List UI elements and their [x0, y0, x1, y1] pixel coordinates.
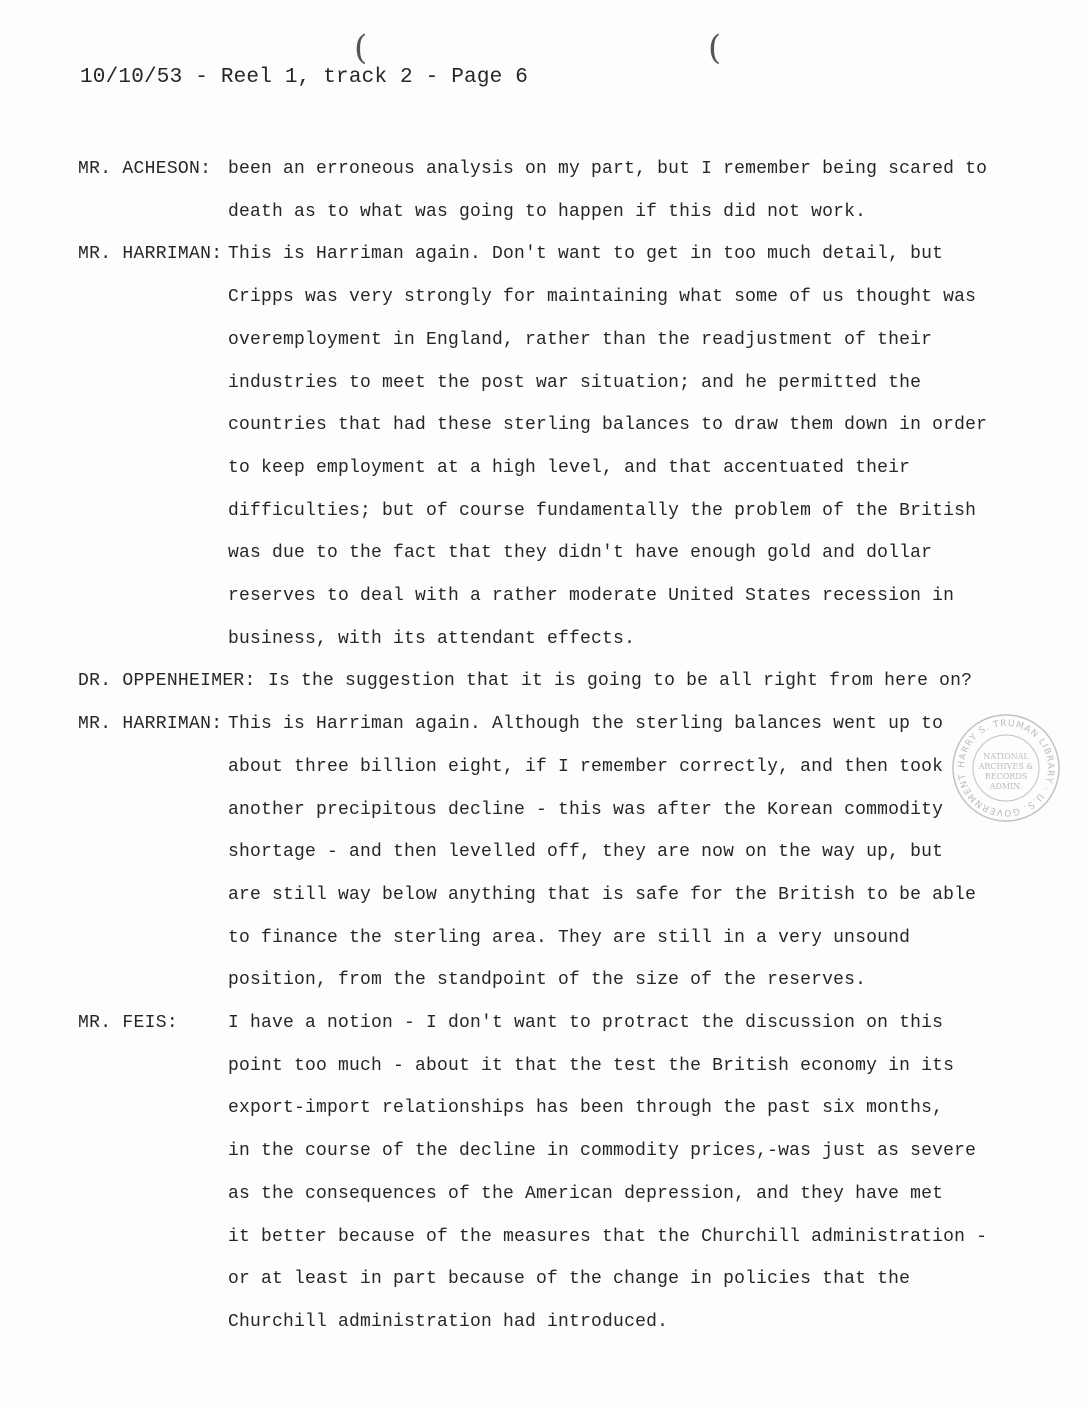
speech-text: [228, 148, 987, 233]
speech-line: I have a notion - I don't want to protract the discussion on this: [228, 1013, 944, 1034]
stamp-center-line: NATIONAL: [983, 752, 1029, 761]
speech-line: been an erroneous analysis on my part, but I remember being scared to: [228, 159, 988, 179]
speech-line: as the consequences of the American depression, and they have met: [228, 1183, 944, 1204]
stray-mark: (: [354, 28, 368, 68]
stray-mark: (: [708, 28, 722, 68]
stamp-center-line: RECORDS: [984, 772, 1028, 781]
speech-line: was due to the fact that they didn't have enough gold and dollar: [228, 543, 933, 564]
speech-line: death as to what was going to happen if this did not work.: [228, 201, 867, 222]
speaker-name: MR. ACHESON:: [78, 159, 212, 179]
speech-line: or at least in part because of the change in policies that the: [228, 1269, 911, 1290]
speech-line: difficulties; but of course fundamentally the problem of the British: [228, 500, 977, 521]
transcript-body: [78, 148, 988, 1344]
speech-line: another precipitous decline - this was after the Korean commodity: [228, 799, 944, 820]
speaker-name: DR. OPPENHEIMER:: [78, 671, 256, 692]
speech-line: Is the suggestion that it is going to be all right from here on?: [268, 671, 973, 692]
transcript-entry: [78, 1002, 988, 1344]
speech-text: [268, 660, 978, 703]
speech-line: it better because of the measures that the Churchill administration -: [228, 1226, 988, 1247]
speech-line: Cripps was very strongly for maintaining what some of us thought was: [228, 287, 977, 308]
transcript-entry: [78, 660, 978, 703]
speech-line: This is Harriman again. Don't want to get in too much detail, but: [228, 244, 944, 265]
archive-stamp-icon: [950, 712, 1062, 824]
speech-line: to finance the sterling area. They are still in a very unsound: [228, 927, 911, 948]
transcript-entry: [78, 233, 988, 660]
speaker-name: MR. FEIS:: [78, 1013, 178, 1034]
speech-line: overemployment in England, rather than the readjustment of their: [228, 329, 933, 350]
speech-line: reserves to deal with a rather moderate United States recession in: [228, 586, 955, 607]
speaker-name: MR. HARRIMAN:: [78, 244, 223, 265]
stamp-ring-text: HARRY S. TRUMAN LIBRARY · U.S. GOVERNMENT: [956, 718, 1056, 818]
speech-line: business, with its attendant effects.: [228, 628, 636, 649]
speech-line: export-import relationships has been through the past six months,: [228, 1098, 944, 1119]
speech-line: Churchill administration had introduced.: [228, 1311, 669, 1332]
transcript-entry: [78, 148, 988, 233]
speech-text: [228, 233, 987, 660]
speech-line: countries that had these sterling balances to draw them down in order: [228, 415, 988, 436]
speech-line: position, from the standpoint of the size of the reserves.: [228, 970, 867, 991]
speech-line: shortage - and then levelled off, they are now on the way up, but: [228, 842, 944, 863]
speech-line: point too much - about it that the test the British economy in its: [228, 1055, 955, 1076]
speech-line: about three billion eight, if I remember correctly, and then took: [228, 756, 944, 777]
speech-text: [228, 703, 978, 1002]
speech-line: industries to meet the post war situation; and he permitted the: [228, 372, 922, 393]
stamp-center-line: ARCHIVES &: [978, 762, 1034, 771]
speech-line: are still way below anything that is safe for the British to be able: [228, 884, 977, 905]
speech-line: in the course of the decline in commodity prices,-was just as severe: [228, 1141, 977, 1162]
speech-text: [228, 1002, 987, 1344]
transcript-entry: [78, 703, 978, 1002]
stamp-center-line: ADMIN.: [989, 782, 1023, 791]
speech-line: This is Harriman again. Although the sterling balances went up to: [228, 714, 944, 735]
speech-line: to keep employment at a high level, and that accentuated their: [228, 457, 911, 478]
speaker-name: MR. HARRIMAN:: [78, 714, 223, 735]
page-header: 10/10/53 - Reel 1, track 2 - Page 6: [80, 66, 529, 89]
